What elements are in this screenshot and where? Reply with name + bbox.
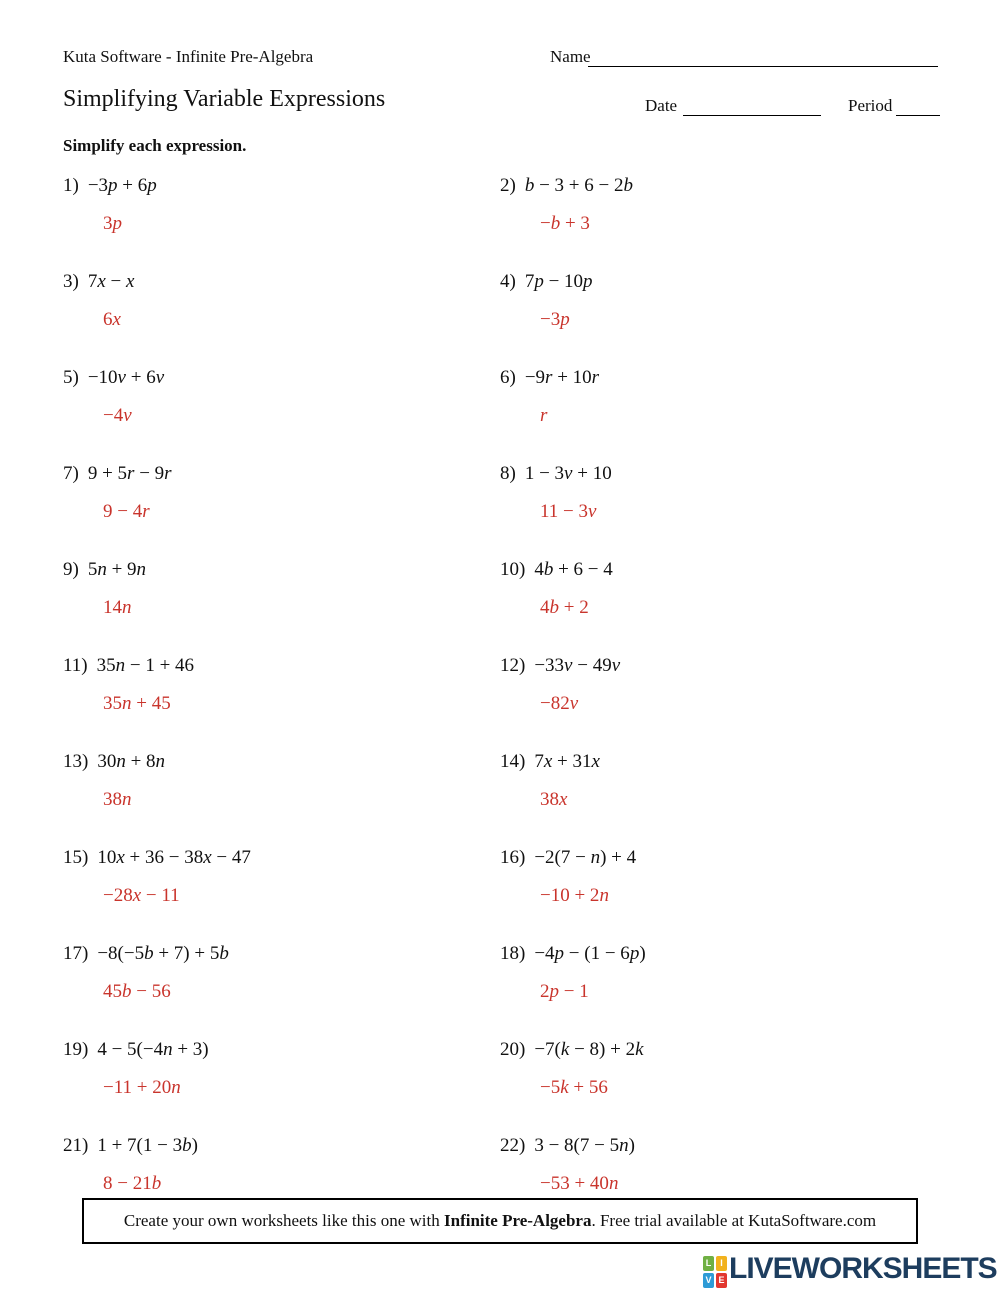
problem-number: 13): [63, 751, 89, 772]
problem-number: 22): [500, 1135, 526, 1156]
problem-answer: −10 + 2n: [540, 885, 609, 906]
problem-line: [63, 559, 500, 581]
problem-number: 9): [63, 559, 79, 580]
name-blank-line: [588, 66, 938, 67]
problem-answer: 11 − 3v: [540, 501, 597, 522]
problem-expression: 1 + 7(1 − 3b): [97, 1135, 198, 1156]
problem-answer: 35n + 45: [103, 693, 171, 714]
problem-answer: 2p − 1: [540, 981, 589, 1002]
instruction-text: Simplify each expression.: [63, 136, 247, 155]
problem-expression: −3p + 6p: [87, 175, 157, 196]
promo-box: [82, 1198, 918, 1244]
problem-expression: 5n + 9n: [87, 559, 147, 580]
logo-square-i: I: [716, 1256, 727, 1271]
problem-line: [500, 175, 963, 197]
problem-expression: 10x + 36 − 38x − 47: [97, 847, 251, 868]
problem-answer: 9 − 4r: [103, 501, 150, 522]
problem-number: 6): [500, 367, 516, 388]
problem-line: [63, 271, 500, 293]
problem-item: [63, 559, 500, 655]
problem-expression: −33v − 49v: [534, 655, 621, 676]
problem-line: [500, 463, 963, 485]
problem-expression: 7x + 31x: [534, 751, 600, 772]
problem-item: [500, 1039, 963, 1135]
problem-answer: 6x: [103, 309, 121, 330]
problem-answer: −3p: [540, 309, 570, 330]
problem-item: [500, 367, 963, 463]
problem-item: [500, 751, 963, 847]
problem-line: [500, 271, 963, 293]
problem-number: 16): [500, 847, 526, 868]
problem-number: 2): [500, 175, 516, 196]
problem-answer: 3p: [103, 213, 122, 234]
problem-item: [500, 271, 963, 367]
problem-item: [500, 463, 963, 559]
problem-expression: 3 − 8(7 − 5n): [534, 1135, 635, 1156]
problem-expression: 7p − 10p: [524, 271, 593, 292]
problem-line: [500, 367, 963, 389]
period-label: Period: [848, 96, 893, 115]
problem-item: [500, 175, 963, 271]
problem-answer: −28x − 11: [103, 885, 180, 906]
problem-expression: −8(−5b + 7) + 5b: [97, 943, 229, 964]
problem-answer: 4b + 2: [540, 597, 589, 618]
problem-answer: r: [540, 405, 548, 426]
liveworksheets-grid-icon: [703, 1256, 727, 1288]
problem-expression: −4p − (1 − 6p): [534, 943, 646, 964]
problem-answer: 38x: [540, 789, 568, 810]
problem-number: 20): [500, 1039, 526, 1060]
promo-product-name: Infinite Pre-Algebra: [444, 1211, 592, 1230]
problem-answer: −4v: [103, 405, 132, 426]
problem-line: [63, 1135, 500, 1157]
logo-square-l: L: [703, 1256, 714, 1271]
problem-line: [500, 655, 963, 677]
problem-item: [63, 463, 500, 559]
logo-square-e: E: [716, 1273, 727, 1288]
logo-square-v: V: [703, 1273, 714, 1288]
problem-item: [63, 751, 500, 847]
problem-number: 5): [63, 367, 79, 388]
problem-line: [63, 847, 500, 869]
problem-expression: −10v + 6v: [87, 367, 165, 388]
problem-line: [500, 751, 963, 773]
problem-answer: −5k + 56: [540, 1077, 608, 1098]
problem-line: [63, 751, 500, 773]
period-blank-line: [896, 115, 940, 116]
problem-number: 10): [500, 559, 526, 580]
problem-line: [63, 943, 500, 965]
problem-item: [63, 175, 500, 271]
problem-expression: −9r + 10r: [524, 367, 600, 388]
problem-line: [63, 1039, 500, 1061]
problem-number: 18): [500, 943, 526, 964]
problem-number: 1): [63, 175, 79, 196]
problem-line: [500, 1039, 963, 1061]
problem-item: [63, 367, 500, 463]
problem-line: [500, 559, 963, 581]
problem-number: 8): [500, 463, 516, 484]
problem-number: 17): [63, 943, 89, 964]
brand-text: Kuta Software - Infinite Pre-Algebra: [63, 47, 314, 66]
problem-answer: −11 + 20n: [103, 1077, 181, 1098]
problem-line: [63, 175, 500, 197]
problem-answer: 8 − 21b: [103, 1173, 162, 1194]
problems-grid: [63, 175, 963, 1231]
problem-item: [63, 943, 500, 1039]
problem-expression: 1 − 3v + 10: [524, 463, 612, 484]
problem-answer: −82v: [540, 693, 579, 714]
problem-answer: 14n: [103, 597, 132, 618]
page-title: Simplifying Variable Expressions: [63, 86, 386, 112]
liveworksheets-wordmark: LIVEWORKSHEETS: [729, 1252, 997, 1285]
problem-line: [500, 1135, 963, 1157]
problem-number: 4): [500, 271, 516, 292]
name-label: Name: [550, 47, 591, 66]
problem-item: [63, 655, 500, 751]
problem-answer: 38n: [103, 789, 132, 810]
problem-line: [63, 367, 500, 389]
problem-number: 3): [63, 271, 79, 292]
problem-number: 15): [63, 847, 89, 868]
problem-item: [500, 943, 963, 1039]
problem-expression: −2(7 − n) + 4: [534, 847, 637, 868]
problem-expression: b − 3 + 6 − 2b: [524, 175, 633, 196]
date-blank-line: [683, 115, 821, 116]
problem-number: 7): [63, 463, 79, 484]
problem-item: [500, 655, 963, 751]
problem-item: [500, 559, 963, 655]
problem-item: [63, 271, 500, 367]
problem-expression: 9 + 5r − 9r: [87, 463, 172, 484]
problem-number: 14): [500, 751, 526, 772]
problem-expression: −7(k − 8) + 2k: [534, 1039, 644, 1060]
problem-expression: 4b + 6 − 4: [534, 559, 613, 580]
problem-number: 11): [63, 655, 88, 676]
problem-item: [63, 847, 500, 943]
problem-expression: 30n + 8n: [97, 751, 166, 772]
problem-line: [63, 655, 500, 677]
problem-expression: 35n − 1 + 46: [96, 655, 195, 676]
problem-number: 19): [63, 1039, 89, 1060]
promo-text: Create your own worksheets like this one with Infinite Pre-Algebra. Free trial available at KutaSoftware.com: [123, 1211, 877, 1230]
date-label: Date: [645, 96, 678, 115]
problem-answer: −b + 3: [540, 213, 590, 234]
problem-expression: 4 − 5(−4n + 3): [97, 1039, 209, 1060]
problem-answer: −53 + 40n: [540, 1173, 619, 1194]
problem-number: 21): [63, 1135, 89, 1156]
problem-line: [500, 847, 963, 869]
problem-item: [63, 1039, 500, 1135]
problem-number: 12): [500, 655, 526, 676]
problem-item: [500, 847, 963, 943]
problem-answer: 45b − 56: [103, 981, 171, 1002]
problem-line: [63, 463, 500, 485]
problem-line: [500, 943, 963, 965]
problem-expression: 7x − x: [87, 271, 135, 292]
